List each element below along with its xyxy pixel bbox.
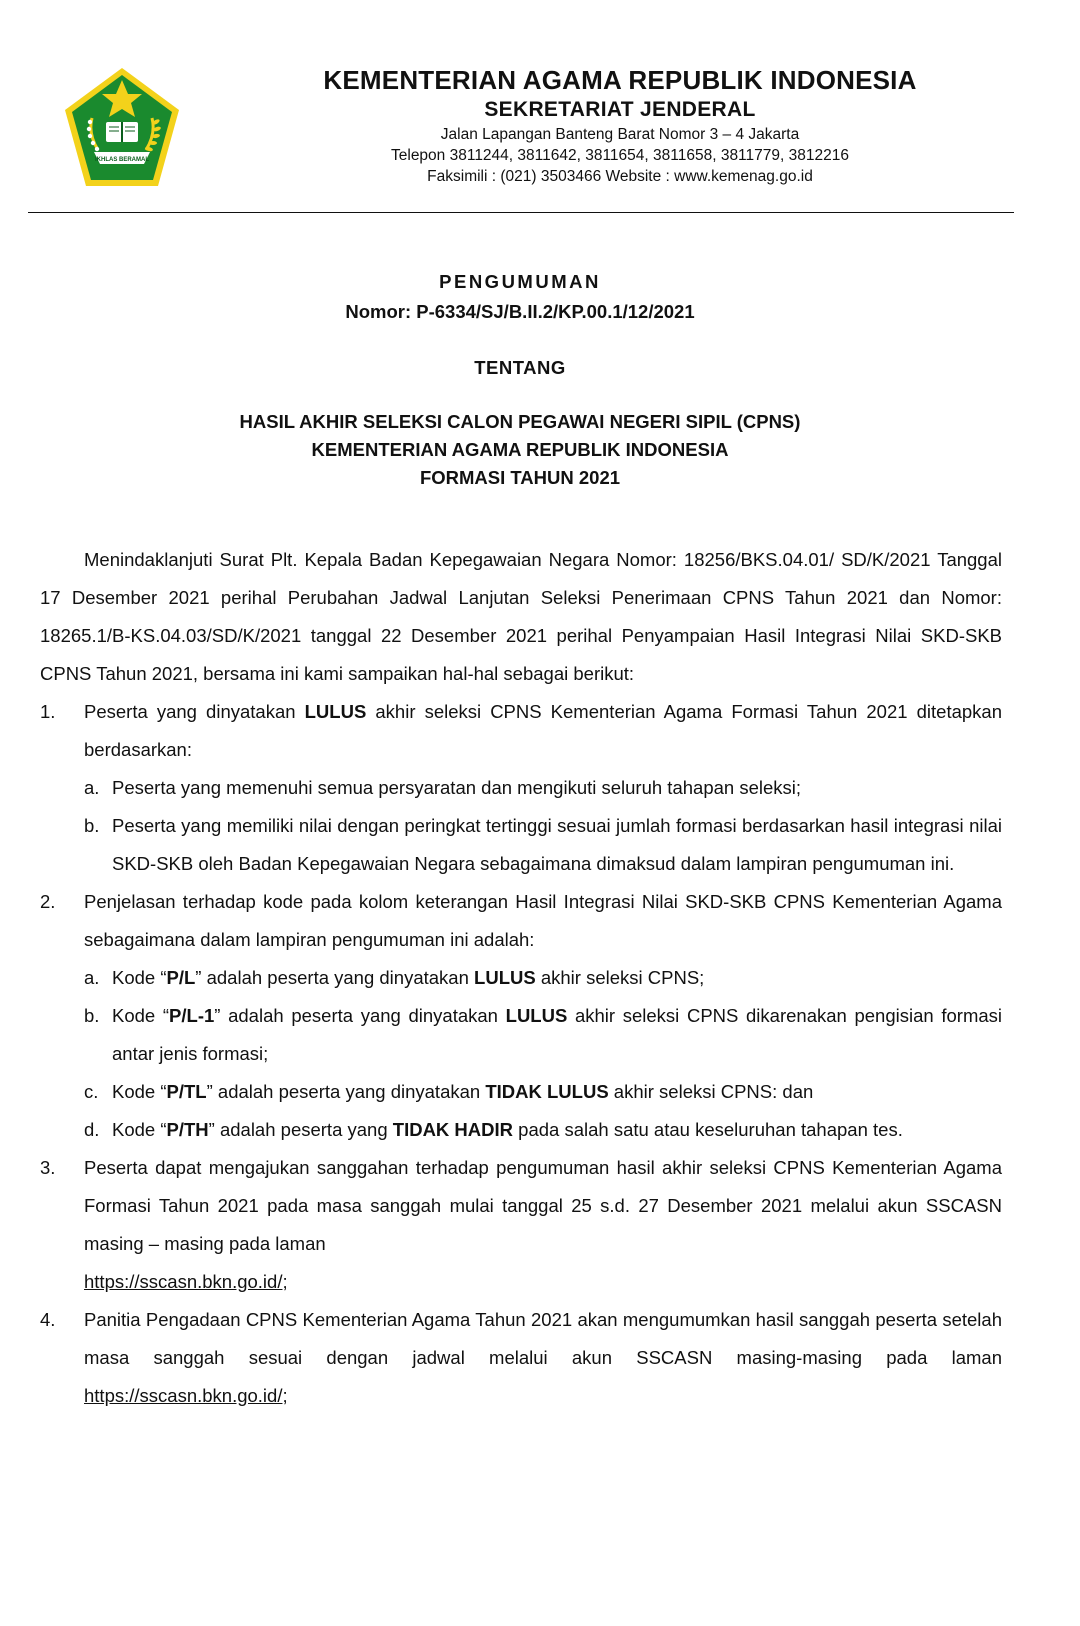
subject-line-2: KEMENTERIAN AGAMA REPUBLIK INDONESIA	[311, 439, 729, 460]
sscasn-link[interactable]: https://sscasn.bkn.go.id/	[84, 1271, 283, 1292]
sub-text: ” adalah peserta yang dinyatakan	[206, 1081, 486, 1102]
sub-text: Kode “	[112, 1005, 170, 1026]
status-emphasis: LULUS	[474, 967, 536, 988]
code-label: P/L-1	[169, 1005, 215, 1026]
fax-website-line: Faksimili : (021) 3503466 Website : www.kemenag.go.id	[427, 168, 813, 185]
sub-text: pada salah satu atau keseluruhan tahapan tes.	[513, 1119, 903, 1140]
status-emphasis: LULUS	[505, 1005, 568, 1026]
sub-letter: d.	[84, 1119, 100, 1140]
letterhead	[240, 64, 1000, 187]
sscasn-link[interactable]: https://sscasn.bkn.go.id/	[84, 1385, 283, 1406]
sub-letter: a.	[84, 967, 100, 988]
list-number: 2.	[40, 891, 56, 912]
list-item-1	[40, 693, 1002, 769]
item-text: Penjelasan terhadap kode pada kolom keterangan Hasil Integrasi Nilai SKD-SKB CPNS Kementerian Agama sebagaimana dalam lampiran pengumuman ini adalah:	[84, 891, 1002, 950]
logo-motto: IKHLAS BERAMAL	[95, 157, 149, 163]
item-text: Panitia Pengadaan CPNS Kementerian Agama Tahun 2021 akan mengumumkan hasil sanggah peserta setelah masa sanggah sesuai dengan jadwal melalui akun SSCASN masing-masing pada laman	[84, 1309, 1002, 1368]
intro-paragraph: Menindaklanjuti Surat Plt. Kepala Badan Kepegawaian Negara Nomor: 18256/BKS.04.01/ SD/K/2021 Tanggal 17 Desember 2021 perihal Perubahan Jadwal Lanjutan Seleksi Penerimaan CPNS Tahun 2021 dan Nomor: 18265.1/B-KS.04.03/SD/K/2021 tanggal 22 Desember 2021 perihal Penyampaian Hasil Integrasi Nilai SKD-SKB CPNS Tahun 2021, bersama ini kami sampaikan hal-hal sebagai berikut:	[40, 549, 1002, 684]
list-item-4	[40, 1301, 1002, 1415]
code-label: P/TH	[166, 1119, 209, 1140]
sub-item-2d	[40, 1111, 1002, 1149]
sub-letter: c.	[84, 1081, 99, 1102]
list-number: 4.	[40, 1309, 56, 1330]
announcement-number: Nomor: P-6334/SJ/B.II.2/KP.00.1/12/2021	[345, 301, 695, 322]
address-line: Jalan Lapangan Banteng Barat Nomor 3 – 4 Jakarta	[440, 126, 800, 143]
list-item-3	[40, 1149, 1002, 1301]
sub-letter: b.	[84, 815, 100, 836]
announcement-heading: PENGUMUMAN	[439, 271, 601, 292]
code-label: P/TL	[166, 1081, 207, 1102]
item-text: ;	[282, 1271, 288, 1292]
about-heading: TENTANG	[474, 357, 566, 378]
subject-line-1: HASIL AKHIR SELEKSI CALON PEGAWAI NEGERI SIPIL (CPNS)	[239, 411, 801, 432]
sub-text: Peserta yang memenuhi semua persyaratan dan mengikuti seluruh tahapan seleksi;	[112, 777, 802, 798]
sub-text: akhir seleksi CPNS: dan	[608, 1081, 814, 1102]
unit-name: SEKRETARIAT JENDERAL	[484, 98, 756, 121]
sub-item-1a	[40, 769, 1002, 807]
sub-text: akhir seleksi CPNS;	[535, 967, 705, 988]
sub-text: ” adalah peserta yang dinyatakan	[195, 967, 475, 988]
kemenag-logo	[62, 66, 182, 190]
item-text: Peserta dapat mengajukan sanggahan terhadap pengumuman hasil akhir seleksi CPNS Kementerian Agama Formasi Tahun 2021 pada masa sanggah mulai tanggal 25 s.d. 27 Desember 2021 melalui akun SSCASN masing – masing pada laman	[84, 1157, 1002, 1254]
sub-text: Peserta yang memiliki nilai dengan peringkat tertinggi sesuai jumlah formasi berdasarkan hasil integrasi nilai SKD-SKB oleh Badan Kepegawaian Negara sebagaimana dimaksud dalam lampiran pengumuman ini.	[112, 815, 1002, 874]
sub-text: ” adalah peserta yang	[208, 1119, 393, 1140]
sub-text: Kode “	[112, 1119, 167, 1140]
sub-letter: a.	[84, 777, 100, 798]
sub-text: Kode “	[112, 1081, 167, 1102]
sub-text: Kode “	[112, 967, 167, 988]
status-emphasis: TIDAK HADIR	[392, 1119, 514, 1140]
sub-item-1b	[40, 807, 1002, 883]
subject-heading	[60, 408, 980, 492]
phone-line: Telepon 3811244, 3811642, 3811654, 3811658, 3811779, 3812216	[391, 147, 849, 164]
emphasis-lulus: LULUS	[304, 701, 367, 722]
list-item-2	[40, 883, 1002, 959]
code-label: P/L	[166, 967, 196, 988]
sub-item-2c	[40, 1073, 1002, 1111]
item-text: akhir seleksi CPNS Kementerian Agama Formasi Tahun 2021 ditetapkan berdasarkan:	[84, 701, 1003, 760]
list-number: 1.	[40, 701, 56, 722]
sub-letter: b.	[84, 1005, 100, 1026]
document-body	[40, 541, 1002, 1415]
sub-item-2b	[40, 997, 1002, 1073]
subject-line-3: FORMASI TAHUN 2021	[419, 467, 621, 488]
status-emphasis: TIDAK LULUS	[485, 1081, 609, 1102]
sub-text: ” adalah peserta yang dinyatakan	[214, 1005, 506, 1026]
item-text: Peserta yang dinyatakan	[84, 701, 305, 722]
letterhead-divider	[28, 212, 1014, 213]
sub-text: akhir seleksi CPNS dikarenakan pengisian formasi antar jenis formasi;	[112, 1005, 1002, 1064]
sub-item-2a	[40, 959, 1002, 997]
item-text: ;	[282, 1385, 288, 1406]
organization-name: KEMENTERIAN AGAMA REPUBLIK INDONESIA	[323, 65, 917, 95]
list-number: 3.	[40, 1157, 56, 1178]
